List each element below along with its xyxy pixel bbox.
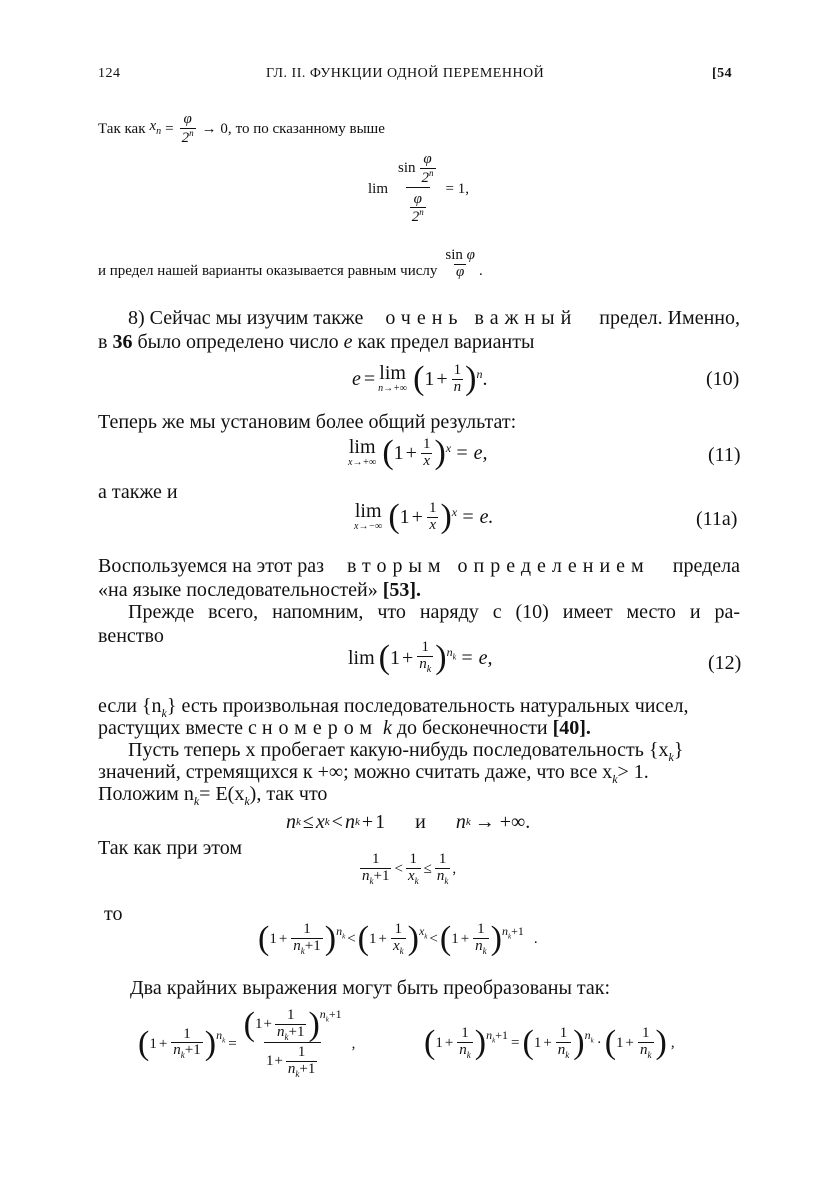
- intro-line-2-text: и предел нашей варианты оказывается равным числу: [98, 263, 438, 280]
- first-line-2: венство: [98, 625, 164, 647]
- transformation-right: ( 1 + $\frac{1}{n_k}$ ) $n_k+1$ = ( 1 + $\frac{1}{n_k}$ ) $n_k$ · ( 1 + $\frac{1}{n_k}$ ) ,: [424, 1024, 675, 1062]
- if-line-2: растущих вместе с номером k до бесконечности [40].: [98, 717, 591, 739]
- running-head: ГЛ. II. ФУНКЦИИ ОДНОЙ ПЕРЕМЕННОЙ: [266, 66, 545, 81]
- lim-word: lim: [368, 181, 389, 197]
- para8-line-1: 8) Сейчас мы изучим также очень важный предел. Именно,: [128, 307, 740, 329]
- three-part-inequality: ( 1 + $\frac{1}{n_k+1}$ ) $n_k$ < ( 1 + $\frac{1}{x_k}$ ) $x_k$ < ( 1 + $\frac{1}{n_k}$ ) $n_k+1$ .: [258, 920, 538, 958]
- intro-prefix: Так как: [98, 121, 146, 138]
- intro-line-2: и предел нашей варианты оказывается равным числу $\frac{\text{sin φ}}{\varphi}$ .: [98, 247, 483, 280]
- first-line-1: Прежде всего, напомним, что наряду с (10) имеет место и ра-: [128, 601, 740, 623]
- equation-10: e = lim n→+∞ ( 1 + $\frac{1}{n}$ ) n .: [352, 360, 488, 397]
- big-fraction: ( 1 + $\frac{1}{n_k+1}$ ) $n_k+1$ 1 + $\frac{1}{n_k+1}$: [243, 1006, 342, 1079]
- equation-11a: lim x→−∞ ( 1 + $\frac{1}{x}$ ) x = e.: [354, 498, 494, 535]
- intro-line-1: Так как $x_n$ = $\frac{\varphi}{2^n}$ → 0, то по сказанному выше: [98, 111, 385, 146]
- inequality-nk-xk: n k ≤ x k < n k + 1 и n k → +∞.: [286, 811, 531, 833]
- intro-suffix: то по сказанному выше: [235, 121, 385, 138]
- reciprocal-inequality: $\frac{1}{n_k+1}$ < $\frac{1}{x_k}$ ≤ $\frac{1}{n_k}$ ,: [362, 851, 457, 886]
- if-line-1: если $\{n_k\}$ есть произвольная последовательность натуральных чисел,: [98, 695, 689, 720]
- x-n-symbol: $x_n$: [149, 118, 162, 138]
- arrow-zero: → 0,: [201, 121, 232, 138]
- use-line-2: «на языке последовательностей» [53].: [98, 579, 422, 601]
- page-number: 124: [98, 66, 121, 81]
- let-line-2: значений, стремящихся к +∞; можно считать даже, что все $x_k> 1$.: [98, 761, 649, 786]
- transformation-left: ( 1 + $\frac{1}{n_k+1}$ ) $n_k$ = ( 1 + $\frac{1}{n_k+1}$ ) $n_k+1$ 1 + $\frac{1}{n_k+1}$ ,: [138, 1006, 356, 1079]
- para8-line-2: в 36 было определено число e как предел варианты: [98, 331, 535, 353]
- sin-phi-over-phi: $\frac{\text{sin φ}}{\varphi}$: [445, 247, 475, 280]
- section-number: [54: [712, 66, 733, 81]
- put-line: Положим $n_k= E(x_k)$, так что: [98, 783, 328, 808]
- let-line-1: Пусть теперь x пробегает какую-нибудь последовательность $\{x_k\}$: [128, 739, 684, 764]
- eq-label-11: (11): [708, 444, 741, 466]
- now-general-text: Теперь же мы установим более общий результат:: [98, 411, 517, 433]
- and-also-text: а также и: [98, 481, 178, 503]
- eq-label-12: (12): [708, 652, 742, 674]
- use-line-1: Воспользуемся на этот раз вторым определением предела: [98, 555, 740, 577]
- equation-12: lim ( 1 + $\frac{1}{n_k}$ ) $n_k$ = e,: [348, 638, 493, 676]
- then-word: то: [104, 903, 123, 925]
- eq-label-11a: (11а): [696, 508, 738, 530]
- since-text: Так как при этом: [98, 837, 243, 859]
- phi-over-2n: $\frac{\varphi}{2^n}$: [181, 111, 194, 146]
- eq-label-10: (10): [706, 368, 740, 390]
- limit-sin-ratio: lim sin $\frac{\varphi}{2^n}$ $\frac{\varphi}{2^n}$ = 1,: [368, 151, 469, 226]
- sin-ratio-fraction: sin $\frac{\varphi}{2^n}$ $\frac{\varphi}{2^n}$: [398, 151, 434, 226]
- two-extreme-text: Два крайних выражения могут быть преобразованы так:: [130, 977, 611, 999]
- equation-11: lim x→+∞ ( 1 + $\frac{1}{x}$ ) x = e,: [348, 434, 488, 471]
